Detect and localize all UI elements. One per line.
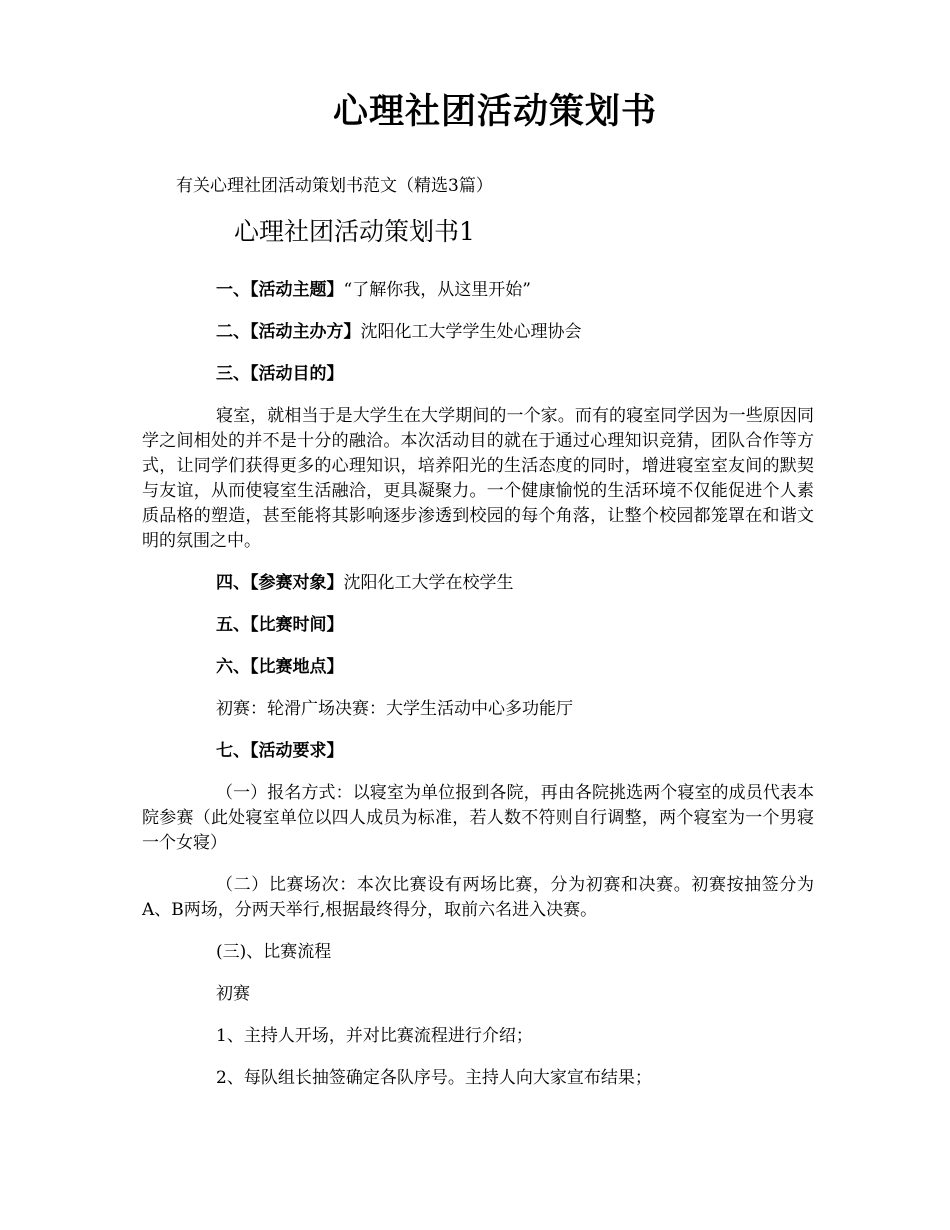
process-step-1: 1、主持人开场，并对比赛流程进行介绍； — [216, 1026, 533, 1046]
preliminary-heading: 初赛 — [216, 984, 250, 1004]
organizer-paragraph — [142, 320, 814, 345]
venue-label: 六、【比赛地点】 — [216, 657, 344, 677]
venue-text: 初赛：轮滑广场决赛：大学生活动中心多功能厅 — [216, 699, 573, 719]
theme-text: “了解你我，从这里开始” — [343, 280, 531, 300]
requirements-label: 七、【活动要求】 — [216, 741, 344, 761]
process-step-2: 2、每队组长抽签确定各队序号。主持人向大家宣布结果； — [216, 1068, 652, 1088]
participants-paragraph — [142, 571, 814, 596]
theme-label: 一、【活动主题】 — [216, 280, 344, 300]
theme-paragraph — [142, 278, 814, 303]
participants-label: 四、【参赛对象】 — [216, 573, 344, 593]
requirement-rounds: （二）比赛场次：本次比赛设有两场比赛，分为初赛和决赛。初赛按抽签分为A、B两场，分两天举行,根据最终得分，取前六名进入决赛。 — [142, 875, 814, 920]
document-title: 心理社团活动策划书 — [332, 91, 657, 132]
purpose-label: 三、【活动目的】 — [216, 364, 344, 384]
organizer-label: 二、【活动主办方】 — [216, 322, 361, 342]
participants-text: 沈阳化工大学在校学生 — [343, 573, 514, 593]
time-label: 五、【比赛时间】 — [216, 615, 344, 635]
requirement-process: (三)、比赛流程 — [216, 942, 332, 962]
requirement-registration: （一）报名方式：以寝室为单位报到各院，再由各院挑选两个寝室的成员代表本院参赛（此处寝室单位以四人成员为标准，若人数不符则自行调整，两个寝室为一个男寝一个女寝） — [142, 783, 814, 853]
document-subtitle: 有关心理社团活动策划书范文（精选3篇） — [176, 176, 493, 196]
purpose-paragraph: 寝室，就相当于是大学生在大学期间的一个家。而有的寝室同学因为一些原因同学之间相处的并不是十分的融洽。本次活动目的就在于通过心理知识竞猜，团队合作等方式，让同学们获得更多的心理知识，培养阳光的生活态度的同时，增进寝室室友间的默契与友谊，从而使寝室生活融洽，更具凝聚力。一个健康愉悦的生活环境不仅能促进个人素质品格的塑造，甚至能将其影响逐步渗透到校园的每个角落，让整个校园都笼罩在和谐文明的氛围之中。 — [142, 406, 814, 551]
organizer-text: 沈阳化工大学学生处心理协会 — [360, 322, 582, 342]
document-body — [142, 278, 814, 1108]
section-heading: 心理社团活动策划书1 — [234, 217, 475, 246]
